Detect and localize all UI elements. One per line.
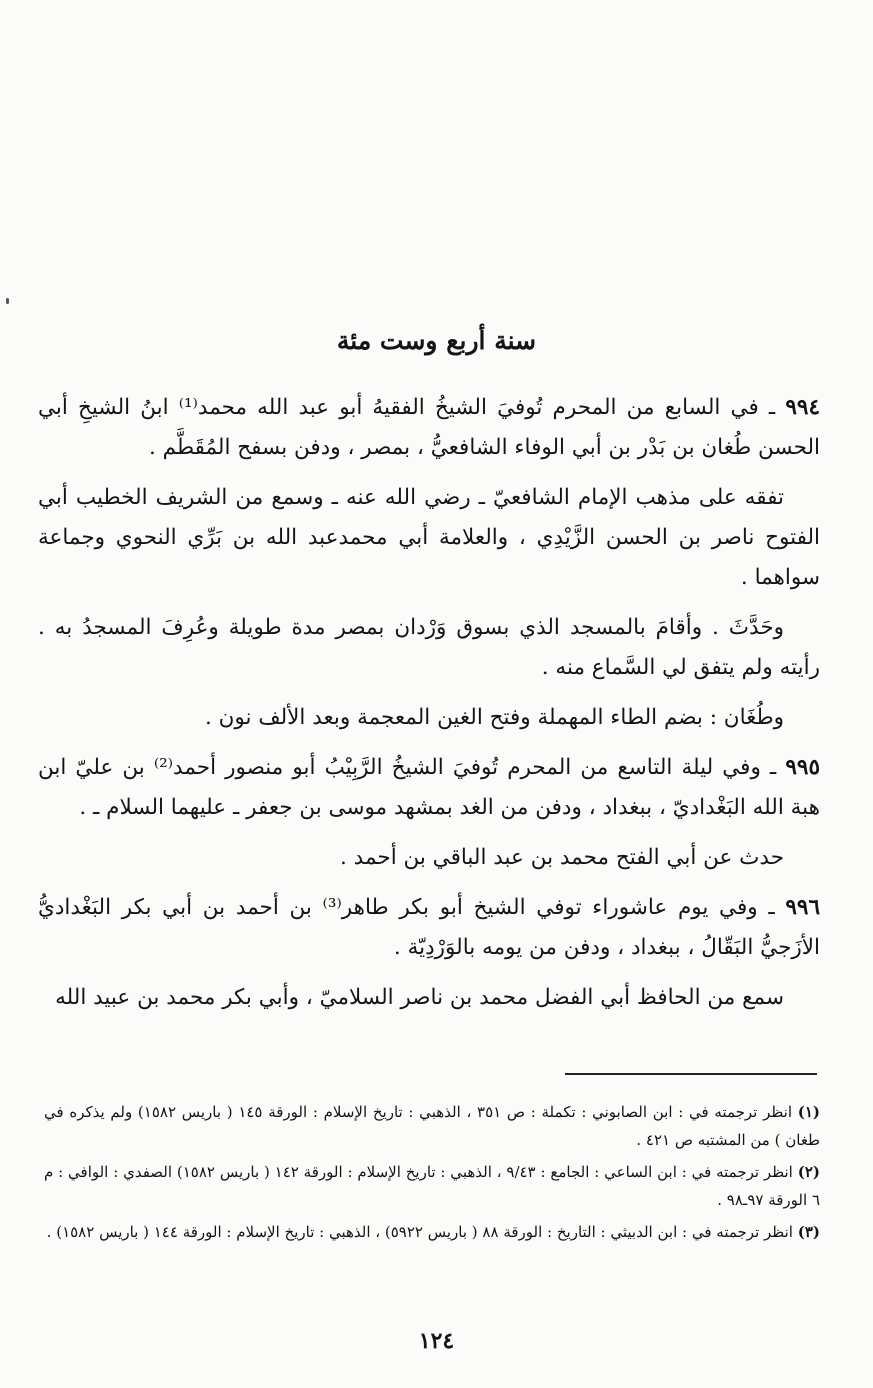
footnote-text: انظر ترجمته في : ابن الدبيثي : التاريخ : الورقة ٨٨ ( باريس ٥٩٢٢) ، الذهبي : تاريخ الإسلام : الورقة ١٤٤ ( باريس ١٥٨٢) . [46, 1223, 793, 1241]
footnote-text: انظر ترجمته في : ابن الساعي : الجامع : ٩/٤٣ ، الذهبي : تاريخ الإسلام : الورقة ١٤٢ ( باريس ١٥٨٢) الصفدي : الوافي : م ٦ الورقة ٩٧ـ٩٨ . [44, 1163, 820, 1209]
entry-text: في السابع من المحرم تُوفيَ الشيخُ الفقيهُ أبو عبد الله محمد⁽¹⁾ ابنُ الشيخِ أبي الحسن طُغان بن بَدْر بن أبي الوفاء الشافعيُّ ، بمصر ، ودفن بسفح المُقَطَّم . [38, 395, 820, 460]
entry-text: وفي يوم عاشوراء توفي الشيخ أبو بكر طاهر⁽³⁾ بن أحمد بن أبي بكر البَغْداديُّ الأزَجيُّ البَقّالُ ، ببغداد ، ودفن من يومه بالوَرْدِيّة . [38, 895, 820, 960]
footnote-3 [44, 1218, 820, 1246]
footnote-1 [44, 1098, 820, 1154]
entry-995-p1: ٩٩٥ ـ وفي ليلة التاسع من المحرم تُوفيَ الشيخُ الرَّبِيْبُ أبو منصور أحمد⁽²⁾ بن عليّ ابن هبة الله البَغْداديّ ، ببغداد ، ودفن من الغد بمشهد موسى بن جعفر ـ عليهما السلام ـ . [38, 755, 820, 820]
entry-994-p1: ٩٩٤ ـ في السابع من المحرم تُوفيَ الشيخُ الفقيهُ أبو عبد الله محمد⁽¹⁾ ابنُ الشيخِ أبي الحسن طُغان بن بَدْر بن أبي الوفاء الشافعيُّ ، بمصر ، ودفن بسفح المُقَطَّم . [38, 395, 820, 460]
footnote-mark: (٣) [797, 1223, 820, 1241]
footnotes [44, 1098, 820, 1250]
footnote-2 [44, 1158, 820, 1214]
entry-994-p3: وحَدَّثَ . وأقامَ بالمسجد الذي بسوق وَرْدان بمصر مدة طويلة وعُرِفَ المسجدُ به . رأيته ولم يتفق لي السَّماع منه . [38, 615, 820, 680]
footnote-mark: (٢) [797, 1163, 820, 1181]
scan-speck [6, 298, 9, 304]
footnote-text: انظر ترجمته في : ابن الصابوني : تكملة : ص ٣٥١ ، الذهبي : تاريخ الإسلام : الورقة ١٤٥ ( باريس ١٥٨٢) ولم يذكره في طغان ) من المشتبه ص ٤٢١ . [44, 1103, 820, 1149]
entry-996-p2: سمع من الحافظ أبي الفضل محمد بن ناصر السلاميّ ، وأبي بكر محمد بن عبيد الله [55, 985, 784, 1010]
entry-number: ٩٩٦ [785, 895, 821, 920]
main-text [38, 388, 820, 1018]
footnote-separator [565, 1073, 817, 1075]
footnote-mark: (١) [797, 1103, 820, 1121]
entry-number: ٩٩٤ [785, 395, 820, 420]
entry-995-p2: حدث عن أبي الفتح محمد بن عبد الباقي بن أحمد . [340, 845, 784, 870]
entry-994-p2: تفقه على مذهب الإمام الشافعيّ ـ رضي الله عنه ـ وسمع من الشريف الخطيب أبي الفتوح ناصر بن الحسن الزَّيْدِي ، والعلامة أبي محمدعبد الله بن بَرِّي النحوي وجماعة سواهما . [38, 485, 820, 590]
entry-text: وفي ليلة التاسع من المحرم تُوفيَ الشيخُ الرَّبِيْبُ أبو منصور أحمد⁽²⁾ بن عليّ ابن هبة الله البَغْداديّ ، ببغداد ، ودفن من الغد بمشهد موسى بن جعفر ـ عليهما السلام ـ . [38, 755, 820, 820]
page-number: ١٢٤ [418, 1328, 455, 1354]
page-heading: سنة أربع وست مئة [336, 325, 537, 355]
entry-994-p4: وطُغَان : بضم الطاء المهملة وفتح الغين المعجمة وبعد الألف نون . [204, 705, 784, 730]
entry-number: ٩٩٥ [785, 755, 820, 780]
entry-996-p1: ٩٩٦ ـ وفي يوم عاشوراء توفي الشيخ أبو بكر طاهر⁽³⁾ بن أحمد بن أبي بكر البَغْداديُّ الأزَجيُّ البَقّالُ ، ببغداد ، ودفن من يومه بالوَرْدِيّة . [38, 895, 821, 960]
